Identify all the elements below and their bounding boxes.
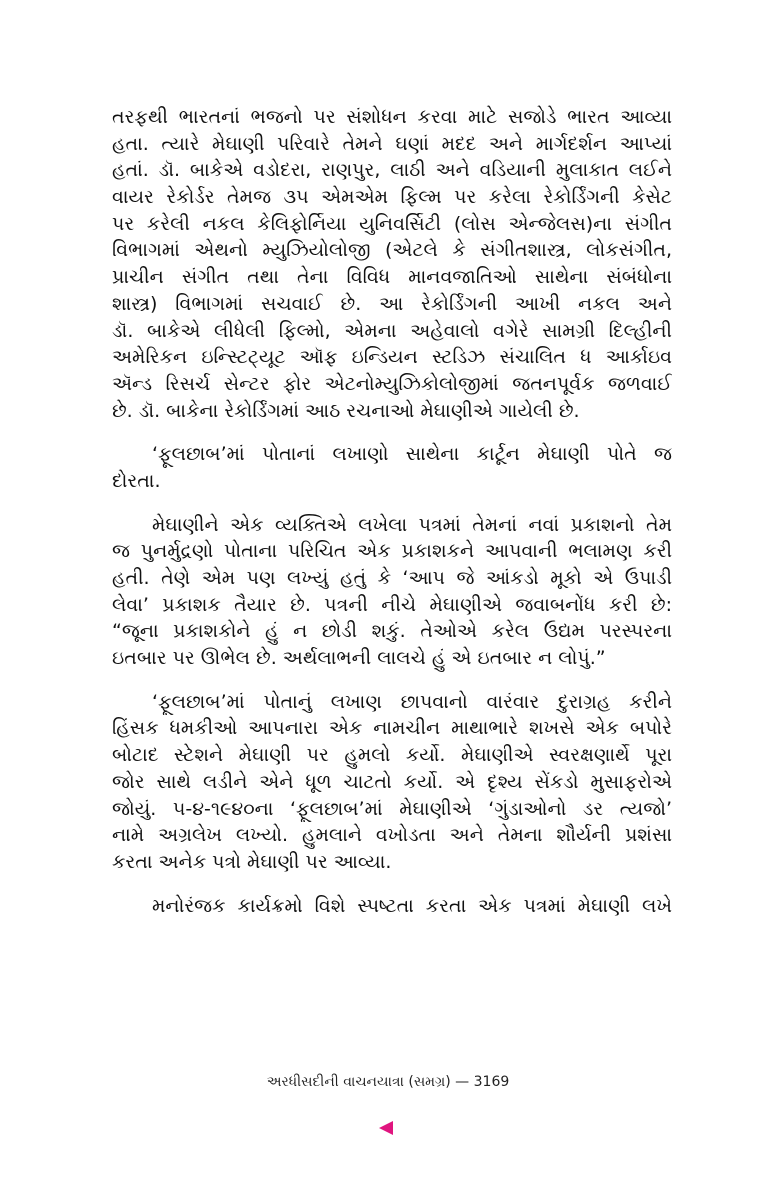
text-line: ઇતબાર પર ઊભેલ છે. અર્થલાભની લાલચે હું એ ઇતબાર ન લોપું.” [112,647,606,670]
text-line: વાયર રેકોર્ડર તેમજ ૩૫ એમએમ ફિલ્મ પર કરેલા રેકોર્ડિંગની કેસેટ [112,186,672,209]
paragraph [112,104,672,424]
text-line: તરફથી ભારતનાં ભજનો પર સંશોધન કરવા માટે સજોડે ભારત આવ્યા [112,106,672,128]
text-line: કરતા અનેક પત્રો મેઘાણી પર આવ્યા. [112,850,392,873]
text-line: અમેરિકન ઇન્સ્ટિટ્યૂટ ઑફ ઇન્ડિયન સ્ટડિઝ સંચાલિત ધ આર્કાઇવ [112,346,672,369]
text-line: દોરતા. [112,469,161,492]
paragraph [112,512,672,672]
text-line: જ પુનર્મુદ્રણો પોતાના પરિચિત એક પ્રકાશકને આપવાની ભલામણ કરી [112,540,672,563]
text-line: મેઘાણીને એક વ્યક્તિએ લખેલા પત્રમાં તેમનાં નવાં પ્રકાશનો તેમ [152,513,672,536]
paragraph [112,893,672,920]
text-line: લેવા’ પ્રકાશક તૈયાર છે. પત્રની નીચે મેઘાણીએ જવાબનોંધ કરી છે: [112,593,672,616]
text-line: પર કરેલી નકલ કેલિફોર્નિયા યુનિવર્સિટી (લોસ એન્જેલસ)ના સંગીત [112,212,672,235]
paragraph [112,441,672,494]
paragraph [112,689,672,876]
text-line: હતી. તેણે એમ પણ લખ્યું હતું કે ‘આપ જે આંકડો મૂકો એ ઉપાડી [112,567,672,589]
text-line: નામે અગ્રલેખ લખ્યો. હુમલાને વખોડતા અને તેમના શૌર્યની પ્રશંસા [112,824,672,847]
body-text [112,104,672,919]
text-line: મનોરંજક કાર્યક્રમો વિશે સ્પષ્ટતા કરતા એક પત્રમાં મેઘાણી લખે [152,894,672,917]
text-line: જોર સાથે લડીને એને ધૂળ ચાટતો કર્યો. એ દૃશ્ય સેંકડો મુસાફરોએ [112,770,672,793]
text-line: ડૉ. બાકેએ લીધેલી ફિલ્મો, એમના અહેવાલો વગેરે સામગ્રી દિલ્હીની [112,319,672,342]
page-footer: અરધીસદીની વાચનયાત્રા (સમગ્ર) — 3169 [266,1074,510,1090]
text-line: હતાં. ડૉ. બાકેએ વડોદરા, રાણપુર, લાઠી અને વડિયાની મુલાકાત લઈને [112,159,672,182]
text-line: ‘ફૂલછાબ’માં પોતાનાં લખાણો સાથેના કાર્ટૂન મેઘાણી પોતે જ [152,443,672,466]
text-line: હતા. ત્યારે મેઘાણી પરિવારે તેમને ઘણાં મદદ અને માર્ગદર્શન આપ્યાં [112,132,672,155]
text-line: “જૂના પ્રકાશકોને હું ન છોડી શકું. તેઓએ કરેલ ઉદ્યમ પરસ્પરના [112,620,672,643]
text-line: પ્રાચીન સંગીત તથા તેના વિવિધ માનવજાતિઓ સાથેના સંબંધોના [112,266,672,289]
text-line: શાસ્ત્ર) વિભાગમાં સચવાઈ છે. આ રેકોર્ડિંગની આખી નકલ અને [112,292,672,315]
text-line: ‘ફૂલછાબ’માં પોતાનું લખાણ છાપવાનો વારંવાર દુરાગ્રહ કરીને [152,690,672,713]
text-line: હિંસક ધમકીઓ આપનારા એક નામચીન માથાભારે શખસે એક બપોરે [112,717,672,740]
text-line: બોટાદ સ્ટેશને મેઘાણી પર હુમલો કર્યો. મેઘાણીએ સ્વરક્ષણાર્થે પૂરા [112,744,672,767]
text-line: ઍન્ડ રિસર્ચ સેન્ટર ફોર એટનોમ્યુઝિકોલોજીમાં જતનપૂર્વક જળવાઈ [112,372,672,395]
text-line: જોયું. ૫-૪-૧૯૪૦ના ‘ફૂલછાબ’માં મેઘાણીએ ‘ગુંડાઓનો ડર ત્યજો’ [112,797,672,820]
triangle-left-icon[interactable] [379,1121,393,1135]
text-line: છે. ડૉ. બાકેના રેકોર્ડિંગમાં આઠ રચનાઓ મેઘાણીએ ગાયેલી છે. [112,399,580,422]
text-line: વિભાગમાં એથનો મ્યુઝિયોલોજી (એટલે કે સંગીતશાસ્ત્ર, લોકસંગીત, [112,239,672,262]
